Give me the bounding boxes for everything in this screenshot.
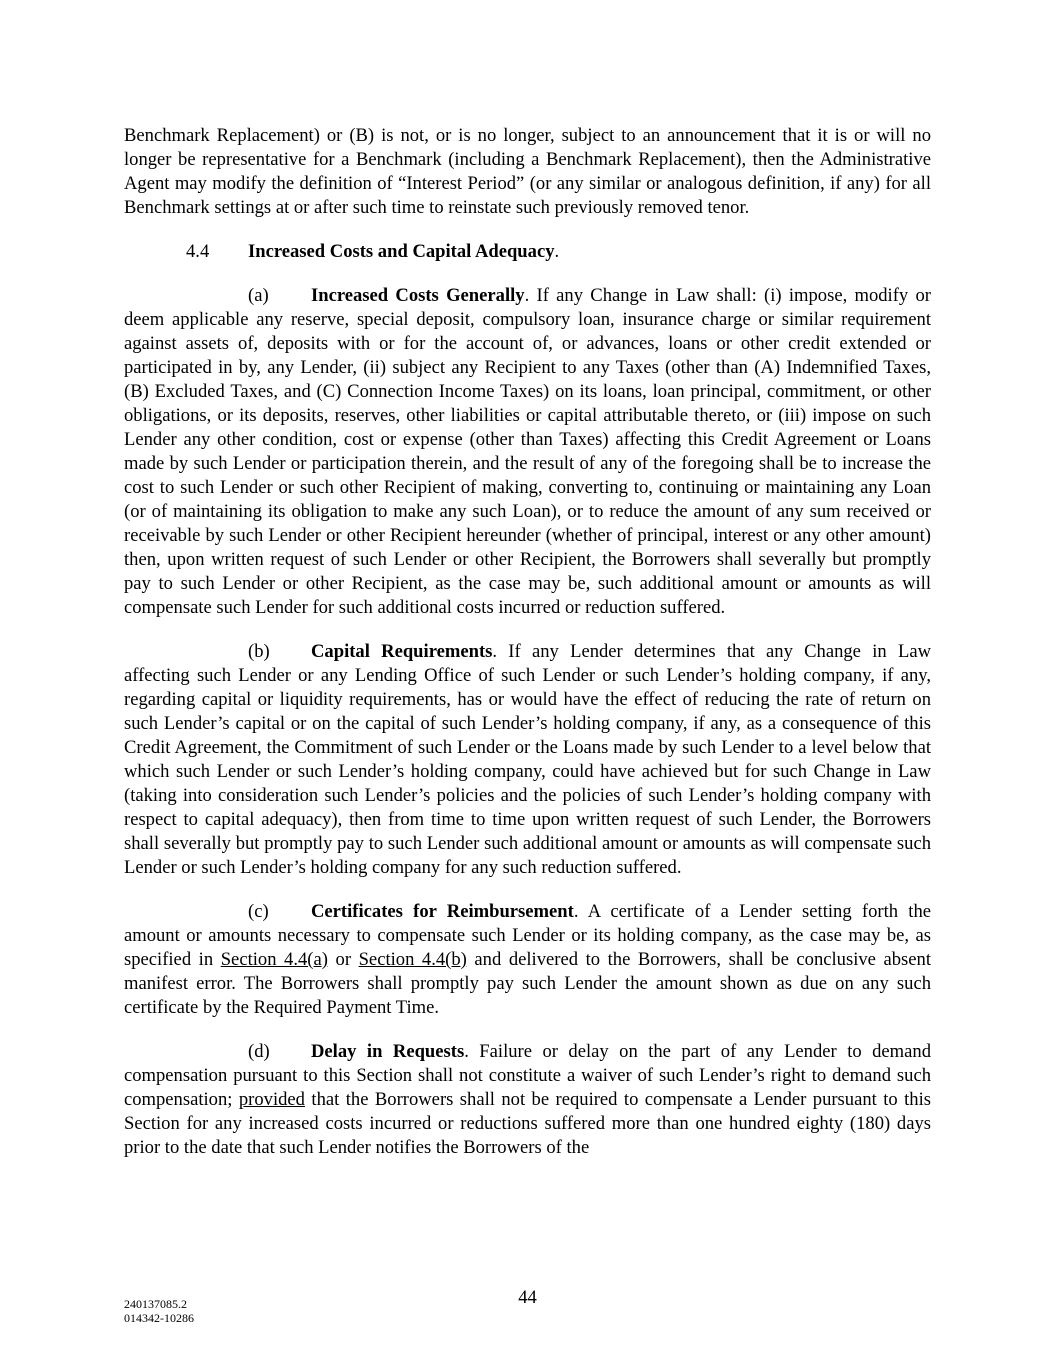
paragraph-a-text: . If any Change in Law shall: (i) impose, modify or deem applicable any reserve, special deposit, compulsory loan, insurance charge or similar requirement against assets of, deposits with or for the account of, or advances, loans or other credit extended or participated in by, any Lender, (ii) subject any Recipient to any Taxes (other than (A) Indemnified Taxes, (B) Excluded Taxes, and (C) Connection Income Taxes) on its loans, loan principal, commitment, or other obligations, or its deposits, reserves, other liabilities or capital attributable thereto, or (iii) impose on such Lender any other condition, cost or expense (other than Taxes) affecting this Credit Agreement or Loans made by such Lender or participation therein, and the result of any of the foregoing shall be to increase the cost to such Lender or such other Recipient of making, converting to, continuing or maintaining any Loan (or of maintaining its obligation to make any such Loan), or to reduce the amount of any sum received or receivable by such Lender or other Recipient hereunder (whether of principal, interest or any other amount) then, upon written request of such Lender or other Recipient, the Borrowers shall severally but promptly pay to such Lender or other Recipient, as the case may be, such additional amount or amounts as will compensate such Lender for such additional costs incurred or reduction suffered. [124,285,931,618]
paragraph-a-heading: Increased Costs Generally [311,285,525,306]
paragraph-c-text-2: or [327,949,359,970]
section-title: Increased Costs and Capital Adequacy [248,241,555,262]
paragraph-c-text-3: and delivered to the Borrowers, shall be conclusive absent manifest error. The Borrowers shall promptly pay such Lender the amount shown as due on any such certificate by the Required Payment Time. [124,949,931,1018]
paragraph-a [124,284,931,620]
paragraph-d-text-1: . Failure or delay on the part of any Lender to demand compensation pursuant to this Section shall not constitute a waiver of such Lender’s right to demand such compensation; [124,1041,931,1110]
paragraph-b-text: . If any Lender determines that any Change in Law affecting such Lender or any Lending Office of such Lender or such Lender’s holding company, if any, regarding capital or liquidity requirements, has or would have the effect of reducing the rate of return on such Lender’s capital or on the capital of such Lender’s holding company, if any, as a consequence of this Credit Agreement, the Commitment of such Lender or the Loans made by such Lender to a level below that which such Lender or such Lender’s holding company, could have achieved but for such Change in Law (taking into consideration such Lender’s policies and the policies of such Lender’s holding company with respect to capital adequacy), then from time to time upon written request of such Lender, the Borrowers shall severally but promptly pay to such Lender such additional amount or amounts as will compensate such Lender or such Lender’s holding company for any such reduction suffered. [124,641,931,878]
section-number: 4.4 [186,241,210,262]
paragraph-c-label: (c) [248,901,269,922]
page-number: 44 [518,1287,537,1308]
section-4-4-a-reference[interactable]: Section 4.4(a) [220,949,328,970]
paragraph-d-heading: Delay in Requests [311,1041,465,1062]
paragraph-b-heading: Capital Requirements [311,641,493,662]
intro-paragraph [124,124,931,220]
paragraph-c-text-1: . A certificate of a Lender setting forth the amount or amounts necessary to compensate such Lender or its holding company, as the case may be, as specified in [124,901,931,970]
section-4-4-b-reference[interactable]: Section 4.4(b) [358,949,467,970]
paragraph-c [124,900,931,1020]
paragraph-d [124,1040,931,1160]
intro-text: Benchmark Replacement) or (B) is not, or is no longer, subject to an announcement that it is or will no longer be representative for a Benchmark (including a Benchmark Replacement), then the Administrative Agent may modify the definition of “Interest Period” (or any similar or analogous definition, if any) for all Benchmark settings at or after such time to reinstate such previously removed tenor. [124,125,931,218]
provided-term: provided [238,1089,305,1110]
section-title-period: . [554,241,560,262]
document-body [124,124,931,1180]
paragraph-d-text-2: that the Borrowers shall not be required to compensate a Lender pursuant to this Section for any increased costs incurred or reductions suffered more than one hundred eighty (180) days prior to the date that such Lender notifies the Borrowers of the [124,1089,931,1158]
paragraph-d-label: (d) [248,1041,270,1062]
document-id-line-2: 014342-10286 [124,1311,194,1325]
section-heading [124,240,931,264]
document-id-line-1: 240137085.2 [124,1297,187,1311]
paragraph-b-label: (b) [248,641,270,662]
paragraph-a-label: (a) [248,285,269,306]
paragraph-b [124,640,931,880]
paragraph-c-heading: Certificates for Reimbursement [311,901,574,922]
